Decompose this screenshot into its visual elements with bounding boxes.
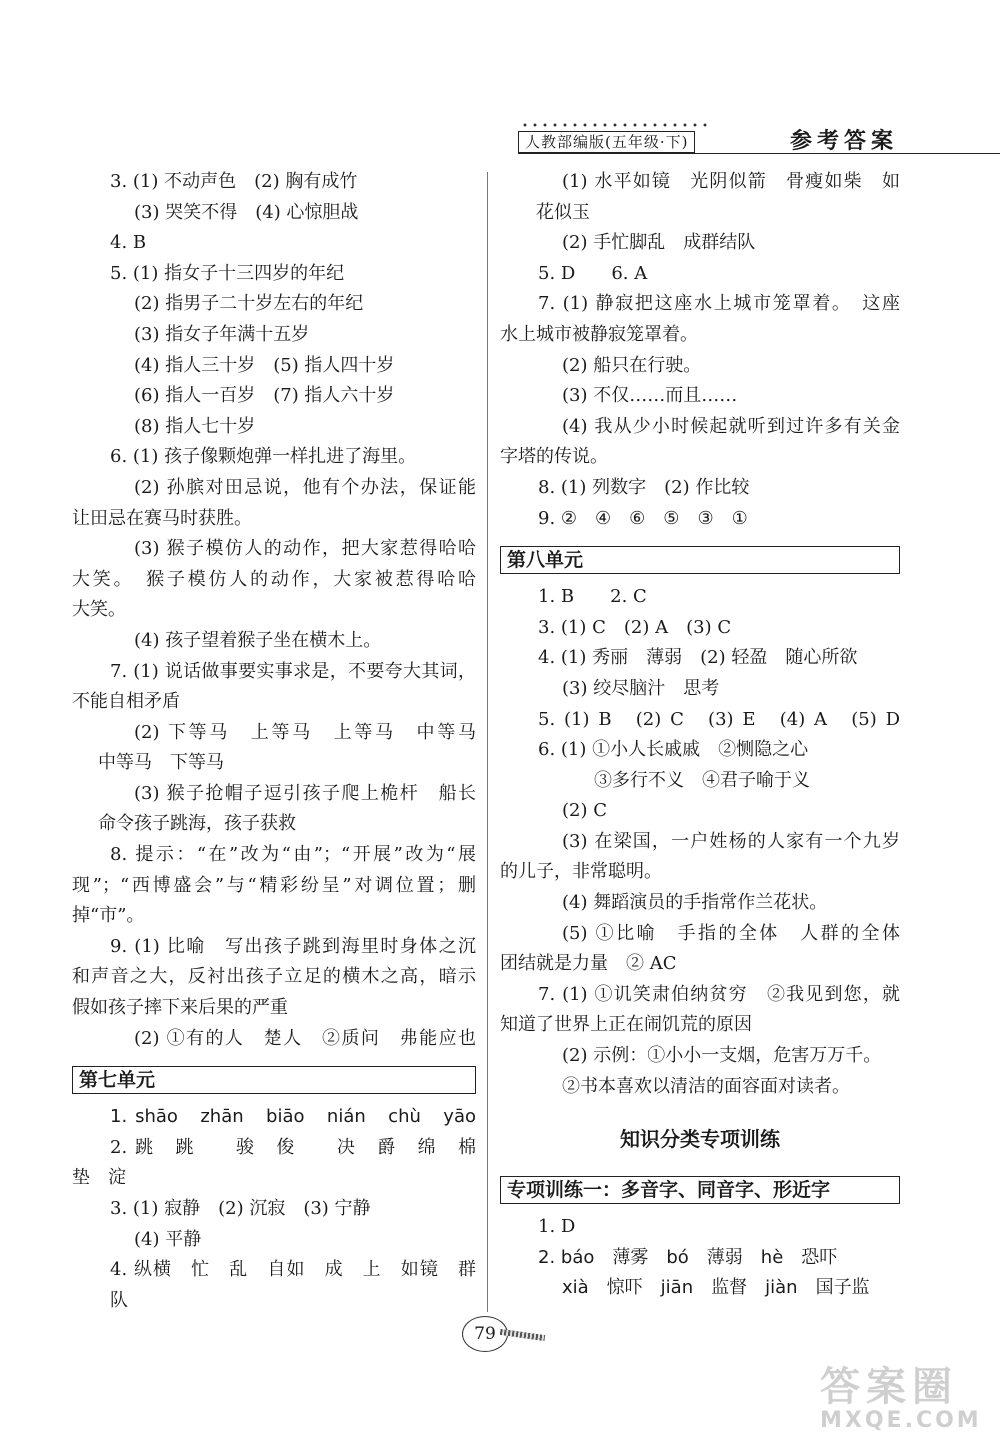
answer-line: (2) 下等马 上等马 上等马 中等马 — [134, 721, 476, 743]
answer-line: 7. (1) 说话做事要实事求是，不要夸大其词， — [110, 660, 476, 682]
watermark-logo — [820, 1355, 990, 1435]
answer-line: 9. (1) 比喻 写出孩子跳到海里时身体之沉 — [110, 935, 476, 957]
answer-line: 1. D — [538, 1216, 576, 1238]
answer-line: 4. (1) 秀丽 薄弱 (2) 轻盈 随心所欲 — [538, 647, 858, 669]
answer-line: (6) 指人一百岁 (7) 指人六十岁 — [134, 385, 395, 407]
answer-line: 假如孩子摔下来后果的严重 — [72, 997, 288, 1019]
answer-line: 4. B — [110, 232, 147, 254]
answer-line: (4) 孩子望着猴子坐在横木上。 — [134, 629, 382, 651]
unit-8-heading: 第八单元 — [500, 546, 900, 574]
answer-line: 1. shāo zhān biāo nián chù yāo — [110, 1106, 476, 1128]
answer-line: 7. (1) 静寂把这座水上城市笼罩着。 这座 — [538, 293, 900, 315]
answer-line: 3. (1) C (2) A (3) C — [538, 616, 732, 638]
unit-7-heading: 第七单元 — [72, 1066, 476, 1094]
right-column — [500, 167, 900, 1304]
answer-line: (2) 示例：①小小一支烟，危害万万千。 — [562, 1045, 882, 1067]
right-answer-lines — [500, 167, 900, 534]
answer-line: (3) 绞尽脑汁 思考 — [562, 677, 720, 699]
answer-line: (3) 猴子抢帽子逗引孩子爬上桅杆 船长 — [134, 782, 476, 804]
answer-line: 让田忌在赛马时获胜。 — [72, 507, 252, 529]
answer-line: (2) C — [562, 800, 607, 822]
answer-line: 掉“市”。 — [72, 905, 145, 927]
answer-line: 大笑。 — [72, 599, 126, 621]
answer-line: (2) 船只在行驶。 — [562, 354, 702, 376]
answer-line: (2) 孙膑对田忌说，他有个办法，保证能 — [134, 476, 476, 498]
answer-line: (5) ①比喻 手指的全体 人群的全体 — [562, 922, 900, 944]
answer-line: (3) 指女子年满十五岁 — [134, 323, 310, 345]
answer-line: 5. D 6. A — [538, 262, 648, 284]
answer-line: 6. (1) ①小人长戚戚 ②恻隐之心 — [538, 739, 809, 761]
answer-line: (4) 指人三十岁 (5) 指人四十岁 — [134, 354, 395, 376]
answer-line: 花似玉 — [536, 201, 590, 223]
answer-line: (2) ①有的人 楚人 ②质问 弗能应也 — [134, 1027, 476, 1049]
answer-line: 5. (1) B (2) C (3) E (4) A (5) D — [538, 708, 900, 730]
answer-line: 2. 跳 跳 骏 俊 决 爵 绵 棉 — [110, 1136, 476, 1158]
page-title: 参考答案 — [790, 129, 899, 154]
answer-line: (2) 手忙脚乱 成群结队 — [562, 232, 756, 254]
answer-line: 2. báo 薄雾 bó 薄弱 hè 恐吓 — [538, 1246, 838, 1268]
answer-line: 知道了世界上正在闹饥荒的原因 — [500, 1014, 752, 1036]
answer-line: 现”；“西博盛会”与“精彩纷呈”对调位置；删 — [72, 874, 476, 896]
answer-line: (4) 平静 — [134, 1228, 202, 1250]
watermark-sub-text: MXQE.COM — [820, 1408, 982, 1433]
answer-line: 水上城市被静寂笼罩着。 — [500, 323, 698, 345]
answer-line: (3) 在梁国，一户姓杨的人家有一个九岁 — [562, 830, 900, 852]
answer-line: 中等马 下等马 — [98, 752, 224, 774]
header-rule — [518, 153, 1000, 154]
header-dot-rule — [520, 122, 710, 128]
watermark-main-text: 答案圈 — [820, 1364, 958, 1410]
answer-line: (1) 水平如镜 光阴似箭 骨瘦如柴 如 — [562, 171, 900, 192]
left-column — [72, 167, 494, 1311]
unit-8-answers — [500, 582, 900, 1102]
answer-line: (4) 我从少小时候起就听到过许多有关金 — [562, 415, 900, 437]
answer-line: 命令孩子跳海，孩子获救 — [98, 813, 296, 835]
answer-line: 字塔的传说。 — [500, 446, 608, 468]
answer-line: 5. (1) 指女子十三四岁的年纪 — [110, 262, 345, 284]
answer-line: (3) 猴子模仿人的动作，把大家惹得哈哈 — [134, 538, 476, 560]
answer-line: 垫 淀 — [72, 1167, 126, 1189]
answer-line: 9. ② ④ ⑥ ⑤ ③ ① — [538, 507, 748, 529]
answer-line: 团结就是力量 ② AC — [500, 953, 677, 975]
left-answer-lines — [72, 167, 476, 1054]
answer-line: xià 惊吓 jiān 监督 jiàn 国子监 — [562, 1277, 870, 1299]
edition-label: 人教部编版(五年级·下) — [518, 131, 695, 153]
special-training-1-heading: 专项训练一：多音字、同音字、形近字 — [500, 1176, 900, 1204]
special-training-answers — [500, 1212, 900, 1304]
special-training-title: 知识分类专项训练 — [620, 1127, 780, 1152]
answer-line: 1. B 2. C — [538, 586, 647, 608]
answer-line: 8. (1) 列数字 (2) 作比较 — [538, 476, 750, 498]
answer-line: 不能自相矛盾 — [72, 691, 180, 713]
answer-line: (4) 舞蹈演员的手指常作兰花状。 — [562, 892, 828, 914]
answer-line: 6. (1) 孩子像颗炮弹一样扎进了海里。 — [110, 446, 417, 468]
page-number: 79 — [462, 1316, 508, 1352]
answer-line: 7. (1) ①讥笑肃伯纳贫穷 ②我见到您，就 — [538, 983, 900, 1005]
answer-line: (3) 哭笑不得 (4) 心惊胆战 — [134, 201, 359, 223]
answer-line: 和声音之大，反衬出孩子立足的横木之高，暗示 — [72, 966, 476, 988]
answer-line: 8. 提示：“在”改为“由”；“开展”改为“展 — [110, 844, 476, 866]
answer-line: (3) 不仅……而且…… — [562, 385, 738, 407]
answer-line: (2) 指男子二十岁左右的年纪 — [134, 293, 364, 315]
column-divider — [487, 172, 488, 1312]
unit-7-answers — [72, 1102, 494, 1311]
answer-line: 3. (1) 寂静 (2) 沉寂 (3) 宁静 — [110, 1198, 371, 1219]
answer-line: ③多行不义 ④君子喻于义 — [594, 769, 810, 791]
answer-line: 3. (1) 不动声色 (2) 胸有成竹 — [110, 171, 358, 192]
answer-line: ②书本喜欢以清洁的面容面对读者。 — [562, 1075, 850, 1097]
answer-line: (8) 指人七十岁 — [134, 415, 256, 437]
answer-line: 4. 纵横 忙 乱 自如 成 上 如镜 群 队 — [110, 1259, 494, 1311]
answer-line: 大笑。 猴子模仿人的动作，大家被惹得哈哈 — [72, 568, 476, 590]
answer-line: 的儿子，非常聪明。 — [500, 861, 662, 883]
